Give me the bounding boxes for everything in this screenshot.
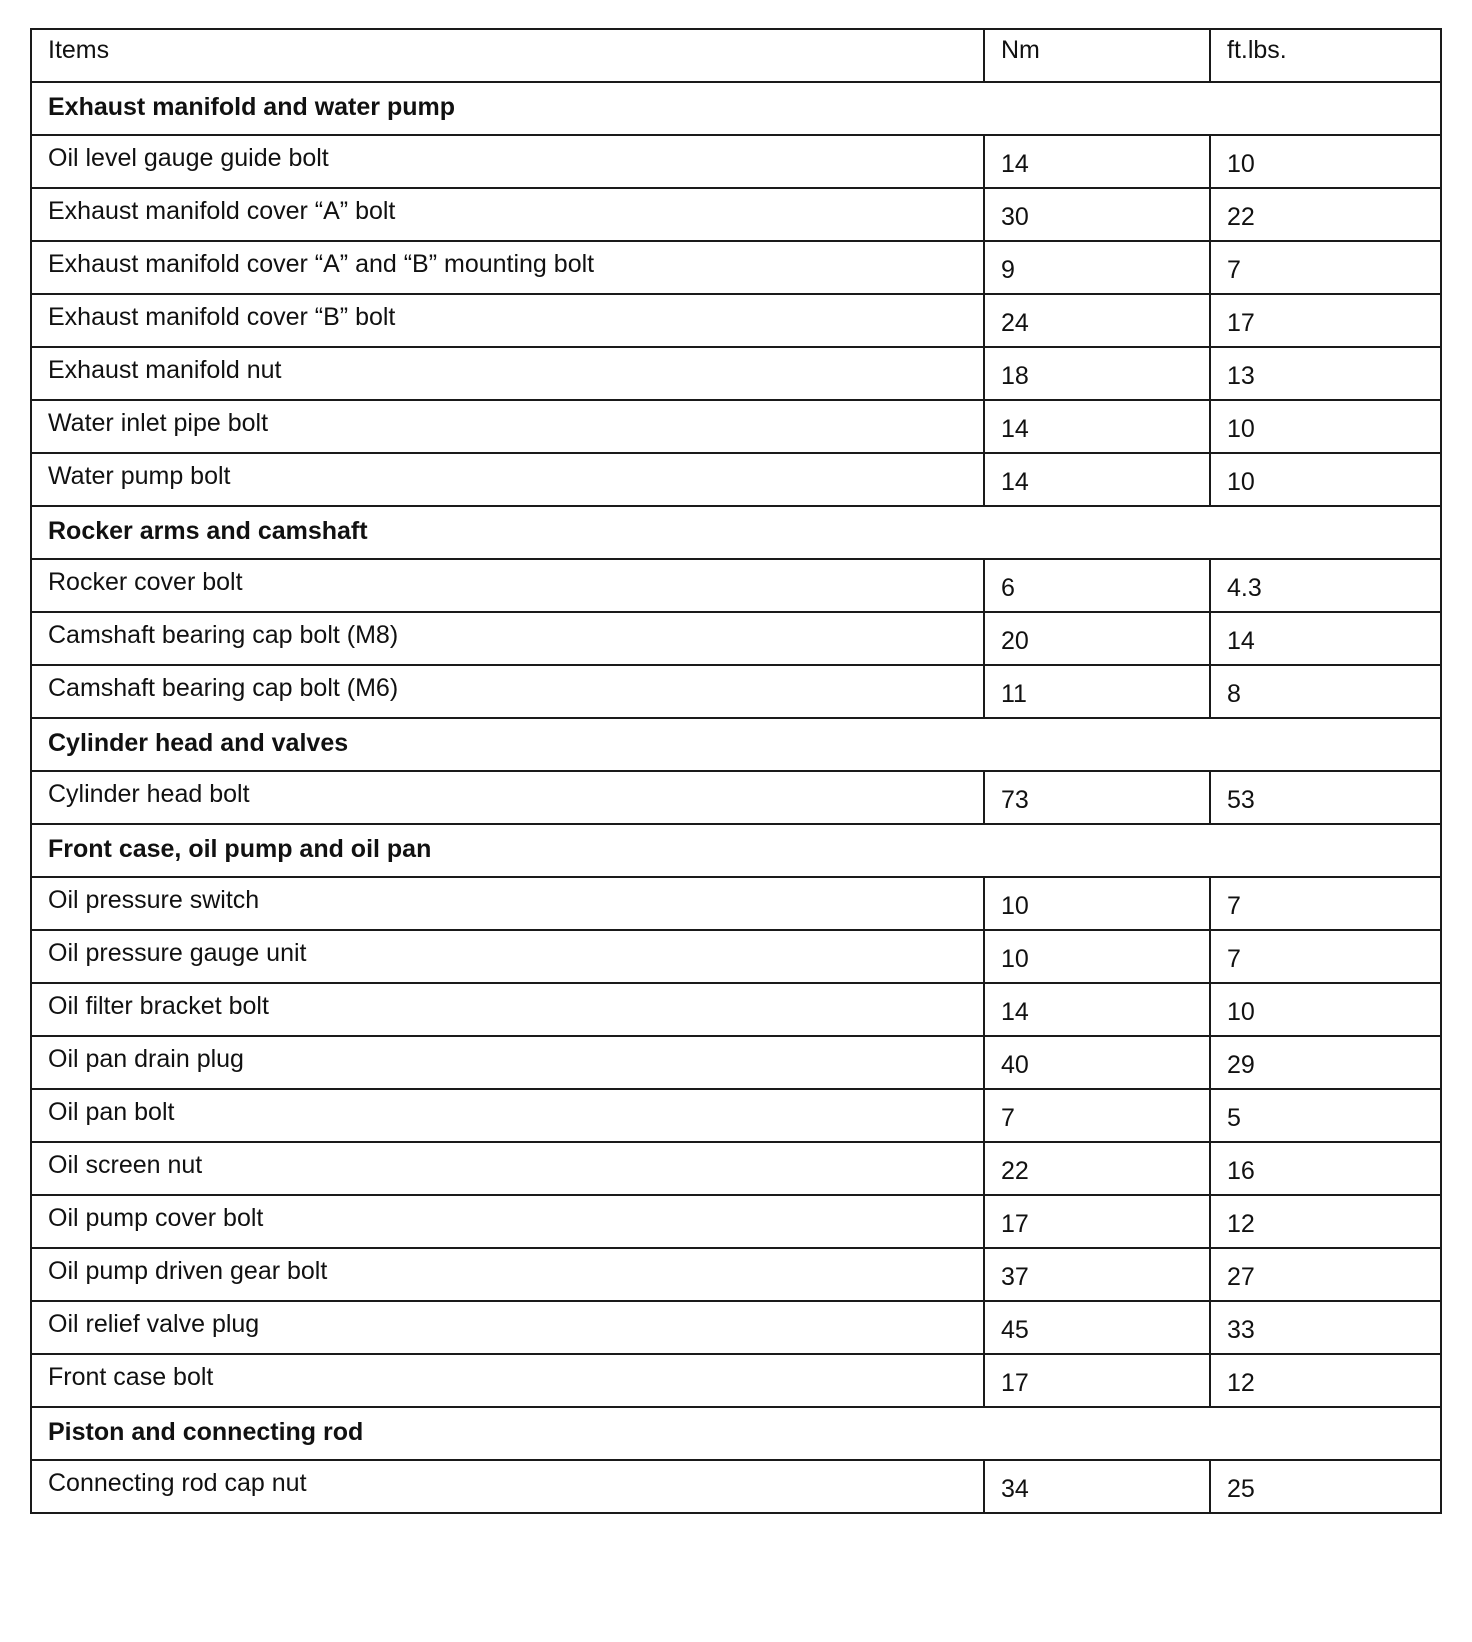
table-row bbox=[31, 1036, 1441, 1089]
ftlbs-cell: 7 bbox=[1210, 877, 1441, 930]
nm-cell: 14 bbox=[984, 983, 1210, 1036]
nm-cell: 45 bbox=[984, 1301, 1210, 1354]
ftlbs-cell: 17 bbox=[1210, 294, 1441, 347]
item-cell: Exhaust manifold cover “A” and “B” mounting bolt bbox=[31, 241, 984, 294]
nm-cell: 9 bbox=[984, 241, 1210, 294]
ftlbs-cell: 8 bbox=[1210, 665, 1441, 718]
item-cell: Water pump bolt bbox=[31, 453, 984, 506]
table-row bbox=[31, 294, 1441, 347]
table-row bbox=[31, 241, 1441, 294]
ftlbs-cell: 27 bbox=[1210, 1248, 1441, 1301]
nm-cell: 34 bbox=[984, 1460, 1210, 1513]
item-cell: Connecting rod cap nut bbox=[31, 1460, 984, 1513]
item-cell: Oil screen nut bbox=[31, 1142, 984, 1195]
table-row bbox=[31, 188, 1441, 241]
nm-cell: 10 bbox=[984, 877, 1210, 930]
ftlbs-cell: 7 bbox=[1210, 930, 1441, 983]
item-cell: Oil filter bracket bolt bbox=[31, 983, 984, 1036]
table-row bbox=[31, 930, 1441, 983]
item-cell: Oil relief valve plug bbox=[31, 1301, 984, 1354]
item-cell: Oil pump driven gear bolt bbox=[31, 1248, 984, 1301]
nm-cell: 10 bbox=[984, 930, 1210, 983]
nm-cell: 7 bbox=[984, 1089, 1210, 1142]
table-row bbox=[31, 983, 1441, 1036]
ftlbs-cell: 53 bbox=[1210, 771, 1441, 824]
nm-cell: 40 bbox=[984, 1036, 1210, 1089]
ftlbs-cell: 12 bbox=[1210, 1354, 1441, 1407]
table-row bbox=[31, 1248, 1441, 1301]
ftlbs-cell: 10 bbox=[1210, 453, 1441, 506]
item-cell: Cylinder head bolt bbox=[31, 771, 984, 824]
nm-cell: 17 bbox=[984, 1354, 1210, 1407]
item-cell: Front case bolt bbox=[31, 1354, 984, 1407]
ftlbs-cell: 5 bbox=[1210, 1089, 1441, 1142]
item-cell: Oil pump cover bolt bbox=[31, 1195, 984, 1248]
header-items: Items bbox=[31, 29, 984, 82]
ftlbs-cell: 10 bbox=[1210, 983, 1441, 1036]
ftlbs-cell: 25 bbox=[1210, 1460, 1441, 1513]
section-row bbox=[31, 1407, 1441, 1460]
ftlbs-cell: 14 bbox=[1210, 612, 1441, 665]
table-row bbox=[31, 771, 1441, 824]
ftlbs-cell: 10 bbox=[1210, 400, 1441, 453]
nm-cell: 17 bbox=[984, 1195, 1210, 1248]
item-cell: Rocker cover bolt bbox=[31, 559, 984, 612]
nm-cell: 6 bbox=[984, 559, 1210, 612]
nm-cell: 30 bbox=[984, 188, 1210, 241]
table-row bbox=[31, 1301, 1441, 1354]
nm-cell: 22 bbox=[984, 1142, 1210, 1195]
item-cell: Exhaust manifold cover “B” bolt bbox=[31, 294, 984, 347]
nm-cell: 18 bbox=[984, 347, 1210, 400]
header-nm: Nm bbox=[984, 29, 1210, 82]
ftlbs-cell: 10 bbox=[1210, 135, 1441, 188]
item-cell: Exhaust manifold cover “A” bolt bbox=[31, 188, 984, 241]
nm-cell: 37 bbox=[984, 1248, 1210, 1301]
nm-cell: 14 bbox=[984, 135, 1210, 188]
table-row bbox=[31, 1354, 1441, 1407]
ftlbs-cell: 13 bbox=[1210, 347, 1441, 400]
nm-cell: 11 bbox=[984, 665, 1210, 718]
section-row bbox=[31, 82, 1441, 135]
ftlbs-cell: 29 bbox=[1210, 1036, 1441, 1089]
section-row bbox=[31, 824, 1441, 877]
ftlbs-cell: 22 bbox=[1210, 188, 1441, 241]
table-row bbox=[31, 665, 1441, 718]
nm-cell: 14 bbox=[984, 453, 1210, 506]
table-row bbox=[31, 1089, 1441, 1142]
ftlbs-cell: 16 bbox=[1210, 1142, 1441, 1195]
section-title: Front case, oil pump and oil pan bbox=[31, 824, 1441, 877]
item-cell: Oil pan bolt bbox=[31, 1089, 984, 1142]
table-header-row bbox=[31, 29, 1441, 82]
section-title: Piston and connecting rod bbox=[31, 1407, 1441, 1460]
table-row bbox=[31, 347, 1441, 400]
item-cell: Oil pressure switch bbox=[31, 877, 984, 930]
table-row bbox=[31, 877, 1441, 930]
item-cell: Water inlet pipe bolt bbox=[31, 400, 984, 453]
table-row bbox=[31, 1195, 1441, 1248]
header-ftlbs: ft.lbs. bbox=[1210, 29, 1441, 82]
section-title: Exhaust manifold and water pump bbox=[31, 82, 1441, 135]
table-row bbox=[31, 400, 1441, 453]
table-row bbox=[31, 453, 1441, 506]
section-title: Cylinder head and valves bbox=[31, 718, 1441, 771]
ftlbs-cell: 33 bbox=[1210, 1301, 1441, 1354]
item-cell: Oil pan drain plug bbox=[31, 1036, 984, 1089]
table-row bbox=[31, 1142, 1441, 1195]
item-cell: Oil level gauge guide bolt bbox=[31, 135, 984, 188]
item-cell: Camshaft bearing cap bolt (M8) bbox=[31, 612, 984, 665]
section-row bbox=[31, 506, 1441, 559]
section-row bbox=[31, 718, 1441, 771]
table-row bbox=[31, 612, 1441, 665]
torque-spec-table bbox=[30, 28, 1442, 1514]
table-row bbox=[31, 559, 1441, 612]
ftlbs-cell: 12 bbox=[1210, 1195, 1441, 1248]
nm-cell: 24 bbox=[984, 294, 1210, 347]
item-cell: Camshaft bearing cap bolt (M6) bbox=[31, 665, 984, 718]
nm-cell: 73 bbox=[984, 771, 1210, 824]
item-cell: Exhaust manifold nut bbox=[31, 347, 984, 400]
table-row bbox=[31, 135, 1441, 188]
item-cell: Oil pressure gauge unit bbox=[31, 930, 984, 983]
section-title: Rocker arms and camshaft bbox=[31, 506, 1441, 559]
table-row bbox=[31, 1460, 1441, 1513]
ftlbs-cell: 7 bbox=[1210, 241, 1441, 294]
nm-cell: 14 bbox=[984, 400, 1210, 453]
nm-cell: 20 bbox=[984, 612, 1210, 665]
table-body bbox=[31, 82, 1441, 1513]
ftlbs-cell: 4.3 bbox=[1210, 559, 1441, 612]
